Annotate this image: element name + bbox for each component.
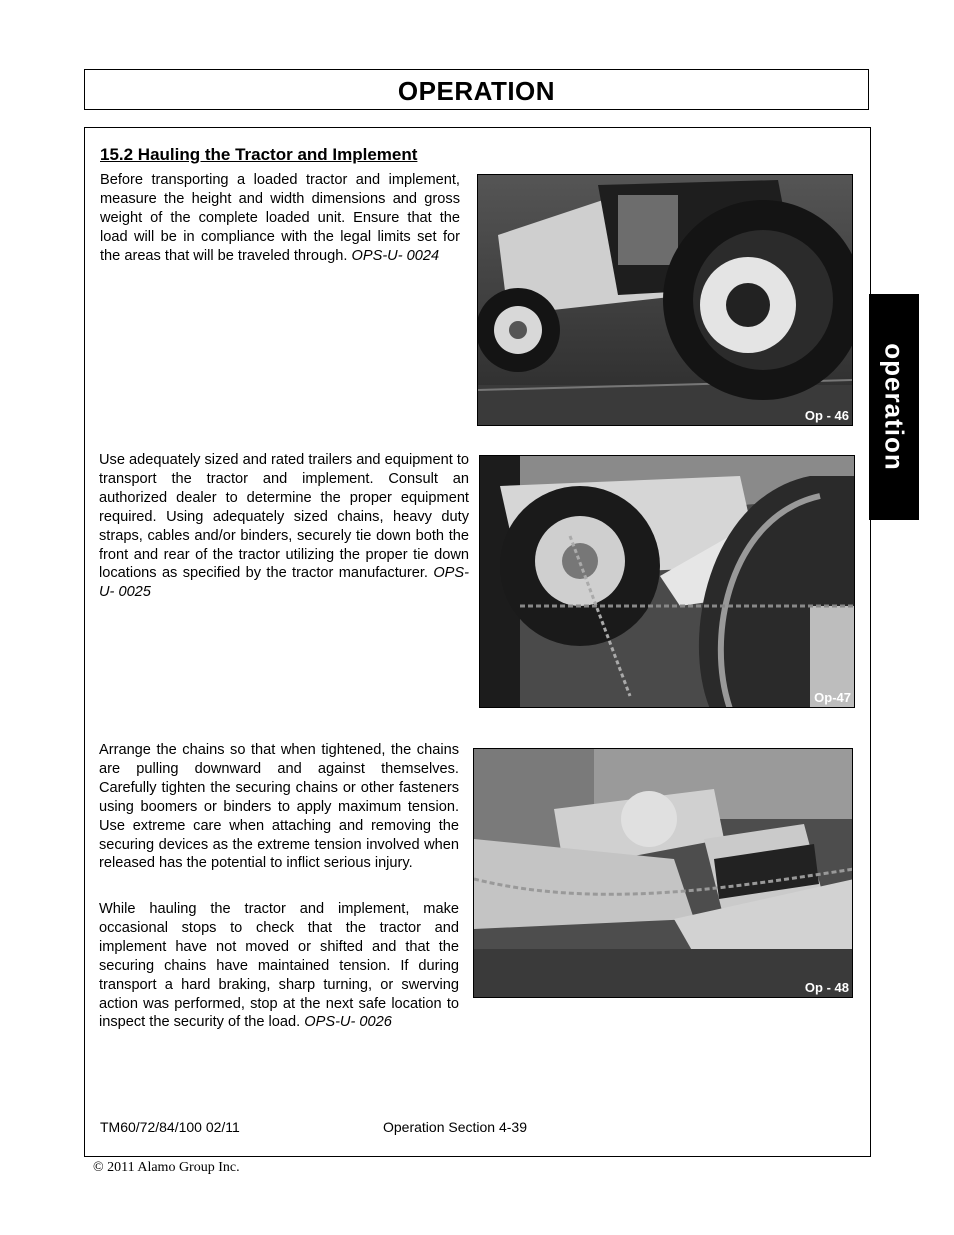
figure-op-46 xyxy=(477,174,853,426)
paragraph-4-ref: OPS-U- 0026 xyxy=(304,1014,392,1031)
section-title: 15.2 Hauling the Tractor and Implement xyxy=(100,145,418,164)
paragraph-3-text: Arrange the chains so that when tightened, the chains are pulling downward and against themselves. Carefully tighten the securing chains or other fasteners using boomers or binders to apply maximum tension. Use extreme care when attaching and removing the securing devices as the extreme tension involved when released has the potential to inflict serious injury. xyxy=(99,742,459,872)
paragraph-1-ref: OPS-U- 0024 xyxy=(351,247,440,264)
side-tab xyxy=(869,294,919,520)
paragraph-2 xyxy=(99,451,469,602)
chain-tiedown-photo xyxy=(480,456,855,708)
paragraph-1-text: Before transporting a loaded tractor and implement, measure the height and width dimensions and gross weight of the complete loaded unit. Ensure that the load will be in compliance with the legal limits set for the areas that will be traveled through. xyxy=(100,172,460,264)
footer-model: TM60/72/84/100 02/11 xyxy=(100,1119,240,1135)
header-box xyxy=(84,69,869,110)
footer-section: Operation Section 4-39 xyxy=(383,1119,527,1135)
figure-label-op-47: Op-47 xyxy=(814,690,851,705)
figure-label-op-48: Op - 48 xyxy=(804,980,849,995)
paragraph-3 xyxy=(99,741,459,873)
hitch-chain-photo xyxy=(474,749,853,998)
paragraph-1 xyxy=(100,171,460,266)
tractor-photo xyxy=(478,175,853,426)
page-header-title: OPERATION xyxy=(397,76,556,106)
figure-op-47 xyxy=(479,455,855,708)
paragraph-2-ref: OPS-U- 0025 xyxy=(99,565,469,601)
figure-op-48 xyxy=(473,748,853,998)
copyright: © 2011 Alamo Group Inc. xyxy=(93,1160,240,1175)
paragraph-4-text: While hauling the tractor and implement, make occasional stops to check that the tractor and implement have not moved or shifted and that the securing chains have maintained tension. If during transport a hard braking, sharp turning, or swerving action was performed, stop at the next safe location to inspect the security of the load. xyxy=(99,901,459,1031)
paragraph-2-text: Use adequately sized and rated trailers and equipment to transport the tractor and implement. Consult an authorized dealer to determine the proper equipment required. Using adequately sized chains, heavy duty straps, cables and/or binders, securely tie down both the front and rear of the tractor utilizing the proper tie down locations as specified by the tractor manufacturer. xyxy=(99,452,469,582)
side-tab-label: operation xyxy=(879,343,910,471)
figure-label-op-46: Op - 46 xyxy=(804,408,849,423)
paragraph-4 xyxy=(99,900,459,1032)
